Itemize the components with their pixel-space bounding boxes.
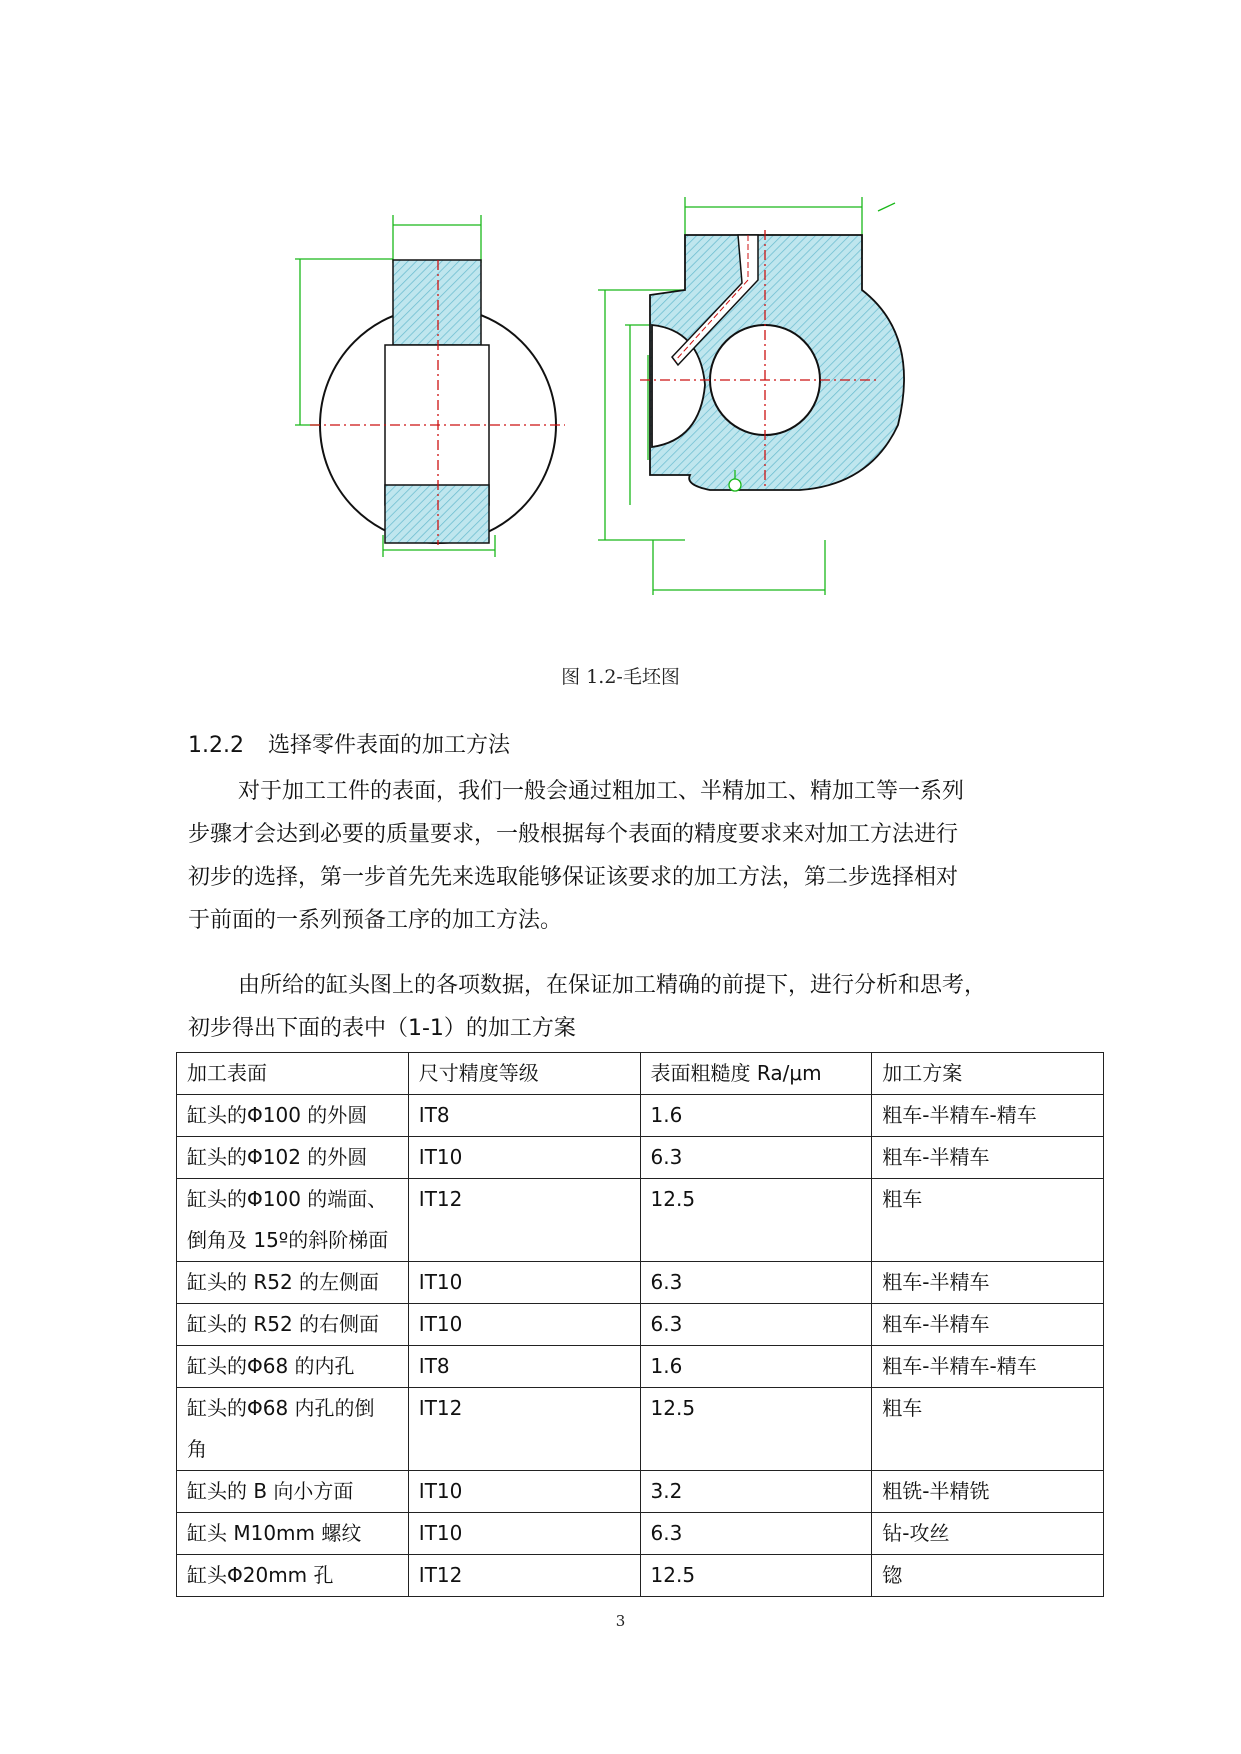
precision-grade-cell: IT8 — [408, 1095, 640, 1137]
process-plan-cell: 粗车 — [872, 1179, 1104, 1262]
paragraph-line: 由所给的缸头图上的各项数据，在保证加工精确的前提下，进行分析和思考， — [238, 973, 987, 998]
precision-grade-cell: IT12 — [408, 1555, 640, 1597]
process-plan-cell: 锪 — [872, 1555, 1104, 1597]
roughness-cell: 6.3 — [640, 1513, 872, 1555]
table-row — [177, 1471, 1104, 1513]
paragraph-line: 对于加工工件的表面，我们一般会通过粗加工、半精加工、精加工等一系列 — [238, 779, 965, 804]
table-row — [177, 1304, 1104, 1346]
blank-part-drawing — [280, 185, 1000, 605]
paragraph-line: 初步得出下面的表中（1-1）的加工方案 — [188, 1016, 576, 1041]
table-row — [177, 1513, 1104, 1555]
surface-line: 缸头的Φ100 的端面、 — [187, 1187, 388, 1211]
paragraph-2 — [188, 964, 1068, 1050]
process-plan-cell: 粗车 — [872, 1388, 1104, 1471]
process-plan-cell: 粗车-半精车 — [872, 1304, 1104, 1346]
section-number: 1.2.2 — [188, 733, 244, 758]
page-number: 3 — [615, 1612, 626, 1630]
surface-cell — [177, 1513, 409, 1555]
surface-cell — [177, 1346, 409, 1388]
table-row — [177, 1137, 1104, 1179]
precision-grade-cell: IT10 — [408, 1262, 640, 1304]
paragraph-line: 步骤才会达到必要的质量要求，一般根据每个表面的精度要求来对加工方法进行 — [188, 822, 959, 847]
process-plan-cell: 粗铣-半精铣 — [872, 1471, 1104, 1513]
surface-line: 角 — [187, 1437, 207, 1461]
table-header-cell: 加工方案 — [872, 1053, 1104, 1095]
surface-cell — [177, 1095, 409, 1137]
section-title: 选择零件表面的加工方法 — [267, 733, 510, 758]
precision-grade-cell: IT10 — [408, 1304, 640, 1346]
table-row — [177, 1179, 1104, 1262]
roughness-cell: 1.6 — [640, 1346, 872, 1388]
table-row — [177, 1262, 1104, 1304]
paragraph-1 — [188, 770, 1068, 942]
paragraph-line: 于前面的一系列预备工序的加工方法。 — [188, 908, 563, 933]
surface-line: 缸头Φ20mm 孔 — [187, 1563, 334, 1587]
process-plan-cell: 粗车-半精车-精车 — [872, 1346, 1104, 1388]
surface-cell — [177, 1179, 409, 1262]
table-row — [177, 1555, 1104, 1597]
table-row — [177, 1095, 1104, 1137]
roughness-cell: 1.6 — [640, 1095, 872, 1137]
precision-grade-cell: IT10 — [408, 1137, 640, 1179]
roughness-cell: 6.3 — [640, 1262, 872, 1304]
surface-line: 缸头的Φ68 的内孔 — [187, 1354, 355, 1378]
machining-plan-table — [176, 1052, 1104, 1597]
surface-line: 缸头 M10mm 螺纹 — [187, 1521, 362, 1545]
table-row — [177, 1346, 1104, 1388]
process-plan-cell: 粗车-半精车 — [872, 1262, 1104, 1304]
roughness-cell: 6.3 — [640, 1304, 872, 1346]
surface-line: 缸头的 R52 的左侧面 — [187, 1270, 380, 1294]
surface-cell — [177, 1262, 409, 1304]
surface-line: 缸头的 R52 的右侧面 — [187, 1312, 380, 1336]
surface-line: 倒角及 15º的斜阶梯面 — [187, 1228, 389, 1252]
surface-line: 缸头的Φ68 内孔的倒 — [187, 1396, 375, 1420]
surface-cell — [177, 1555, 409, 1597]
table-row — [177, 1388, 1104, 1471]
surface-cell — [177, 1304, 409, 1346]
section-heading — [188, 728, 510, 759]
precision-grade-cell: IT10 — [408, 1471, 640, 1513]
surface-cell — [177, 1388, 409, 1471]
roughness-cell: 6.3 — [640, 1137, 872, 1179]
roughness-cell: 12.5 — [640, 1179, 872, 1262]
surface-cell — [177, 1137, 409, 1179]
surface-cell — [177, 1471, 409, 1513]
process-plan-cell: 粗车-半精车 — [872, 1137, 1104, 1179]
roughness-cell: 12.5 — [640, 1388, 872, 1471]
surface-line: 缸头的Φ100 的外圆 — [187, 1103, 368, 1127]
process-plan-cell: 粗车-半精车-精车 — [872, 1095, 1104, 1137]
precision-grade-cell: IT12 — [408, 1388, 640, 1471]
process-plan-cell: 钻-攻丝 — [872, 1513, 1104, 1555]
table-header-cell: 表面粗糙度 Ra/μm — [640, 1053, 872, 1095]
surface-line: 缸头的 B 向小方面 — [187, 1479, 354, 1503]
figure-caption: 图 1.2-毛坯图 — [561, 666, 680, 688]
paragraph-line: 初步的选择，第一步首先先来选取能够保证该要求的加工方法，第二步选择相对 — [188, 865, 959, 890]
surface-line: 缸头的Φ102 的外圆 — [187, 1145, 368, 1169]
precision-grade-cell: IT10 — [408, 1513, 640, 1555]
right-view — [598, 197, 904, 595]
table-header-cell: 加工表面 — [177, 1053, 409, 1095]
roughness-cell: 3.2 — [640, 1471, 872, 1513]
precision-grade-cell: IT8 — [408, 1346, 640, 1388]
table-header-cell: 尺寸精度等级 — [408, 1053, 640, 1095]
roughness-cell: 12.5 — [640, 1555, 872, 1597]
precision-grade-cell: IT12 — [408, 1179, 640, 1262]
table-header-row — [177, 1053, 1104, 1095]
left-view — [295, 215, 565, 557]
